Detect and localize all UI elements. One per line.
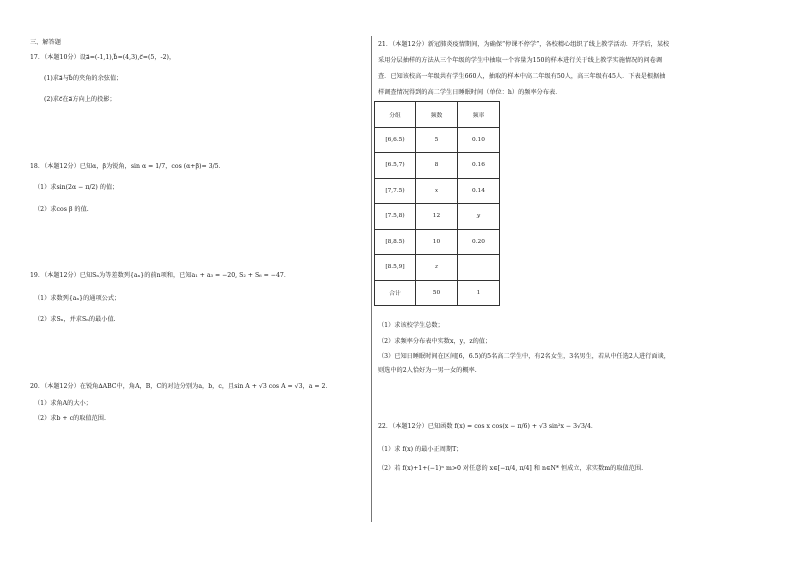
q22-stem: 22．（本题12分）已知函数 f(x) = cos x cos(x − π/6) + √3 sin²x − 3√3/4．: [378, 423, 598, 430]
q22-part2: （2）若 f(x)+1+(−1)ⁿ m>0 对任意的 x∈[−π/4, π/4] 和 n∈N* 恒成立，求实数m的取值范围.: [378, 465, 644, 472]
q21-stem-line3: 查．已知该校高一年级共有学生660人，抽取的样本中高二年级有50人，高三年级有45人．下表是根据抽: [378, 73, 666, 80]
table-cell: 50: [416, 280, 458, 306]
table-cell: [7,7.5): [375, 178, 416, 204]
table-cell: 0.16: [458, 153, 500, 179]
q21-part3-line2: 则选中的2人恰好为一男一女的概率.: [378, 367, 477, 374]
q19-stem: 19．（本题12分）已知Sₙ为等差数列{aₙ}的前n项和，已知a₁ + a₃ = −20, S₂ + S₆ = −47．: [30, 272, 291, 279]
q21-stem-line1: 21．（本题12分）新冠肺炎疫情期间，为确保“停课不停学”，各校精心组织了线上教学活动．开学后，某校: [378, 41, 670, 48]
table-cell: y: [458, 204, 500, 230]
q20-part2: （2）求b + c的取值范围.: [34, 415, 106, 422]
table-cell: [8.5,9]: [375, 255, 416, 281]
table-row: [375, 127, 500, 153]
table-cell: 1: [458, 280, 500, 306]
table-total-row: [375, 280, 500, 306]
table-header-cell: 频率: [458, 102, 500, 128]
frequency-table: [374, 101, 500, 306]
section-title: 三、解答题: [30, 39, 61, 46]
table-header-cell: 频数: [416, 102, 458, 128]
q22-part1: （1）求 f(x) 的最小正周期T；: [378, 446, 463, 453]
table-header-cell: 分组: [375, 102, 416, 128]
q17-part1: (1)求a⃗与b⃗的夹角的余弦值；: [44, 75, 123, 82]
table-row: [375, 153, 500, 179]
q21-part1: （1）求该校学生总数；: [378, 322, 444, 329]
q18-stem: 18．（本题12分）已知α，β为锐角，sin α = 1/7，cos (α+β)= 3/5．: [30, 163, 225, 170]
q17-part2: (2)求c⃗在a⃗方向上的投影；: [44, 96, 116, 103]
table-cell: 合计: [375, 280, 416, 306]
table-cell: z: [416, 255, 458, 281]
table-cell: [6.5,7): [375, 153, 416, 179]
table-cell: [8,8.5): [375, 229, 416, 255]
table-cell: [458, 255, 500, 281]
q21-part3-line1: （3）已知日睡眠时间在区间[6，6.5)的5名高二学生中，有2名女生，3名男生，若从中任选2人进行面谈，: [378, 353, 670, 360]
q20-stem: 20．（本题12分）在锐角∆ABC中，角A，B，C的对边分别为a，b，c，且sin A + √3 cos A = √3，a = 2．: [30, 383, 332, 390]
column-divider: [371, 36, 372, 522]
q20-part1: （1）求角A的大小；: [34, 400, 92, 407]
q21-stem-line4: 样调查情况得到的高二学生日睡眠时间（单位：h）的频率分布表．: [378, 89, 562, 96]
q17-stem: 17．（本题10分）设a⃗=(-1,1),b⃗=(4,3),c⃗=(5，-2)，: [30, 54, 176, 61]
table-cell: 0.14: [458, 178, 500, 204]
table-cell: 10: [416, 229, 458, 255]
table-cell: 8: [416, 153, 458, 179]
table-cell: [6,6.5): [375, 127, 416, 153]
table-row: [375, 204, 500, 230]
table-cell: 0.20: [458, 229, 500, 255]
table-cell: x: [416, 178, 458, 204]
q21-stem-line2: 采用分层抽样的方法从三个年级的学生中抽取一个容量为150的样本进行关于线上教学实施情况的问卷调: [378, 57, 663, 64]
table-header-row: [375, 102, 500, 128]
table-cell: 0.10: [458, 127, 500, 153]
q21-part2: （2）求频率分布表中实数x，y，z的值；: [378, 338, 492, 345]
q18-part1: （1）求sin(2α − π/2) 的值；: [34, 184, 119, 191]
table-cell: 5: [416, 127, 458, 153]
table-cell: [7.5,8): [375, 204, 416, 230]
q19-part2: （2）求Sₙ，并求Sₙ的最小值.: [34, 316, 116, 323]
q18-part2: （2）求cos β 的值.: [34, 206, 89, 213]
table-row: [375, 229, 500, 255]
table-cell: 12: [416, 204, 458, 230]
table-row: [375, 178, 500, 204]
table-row: [375, 255, 500, 281]
q19-part1: （1）求数列{aₙ}的通项公式；: [34, 295, 121, 302]
